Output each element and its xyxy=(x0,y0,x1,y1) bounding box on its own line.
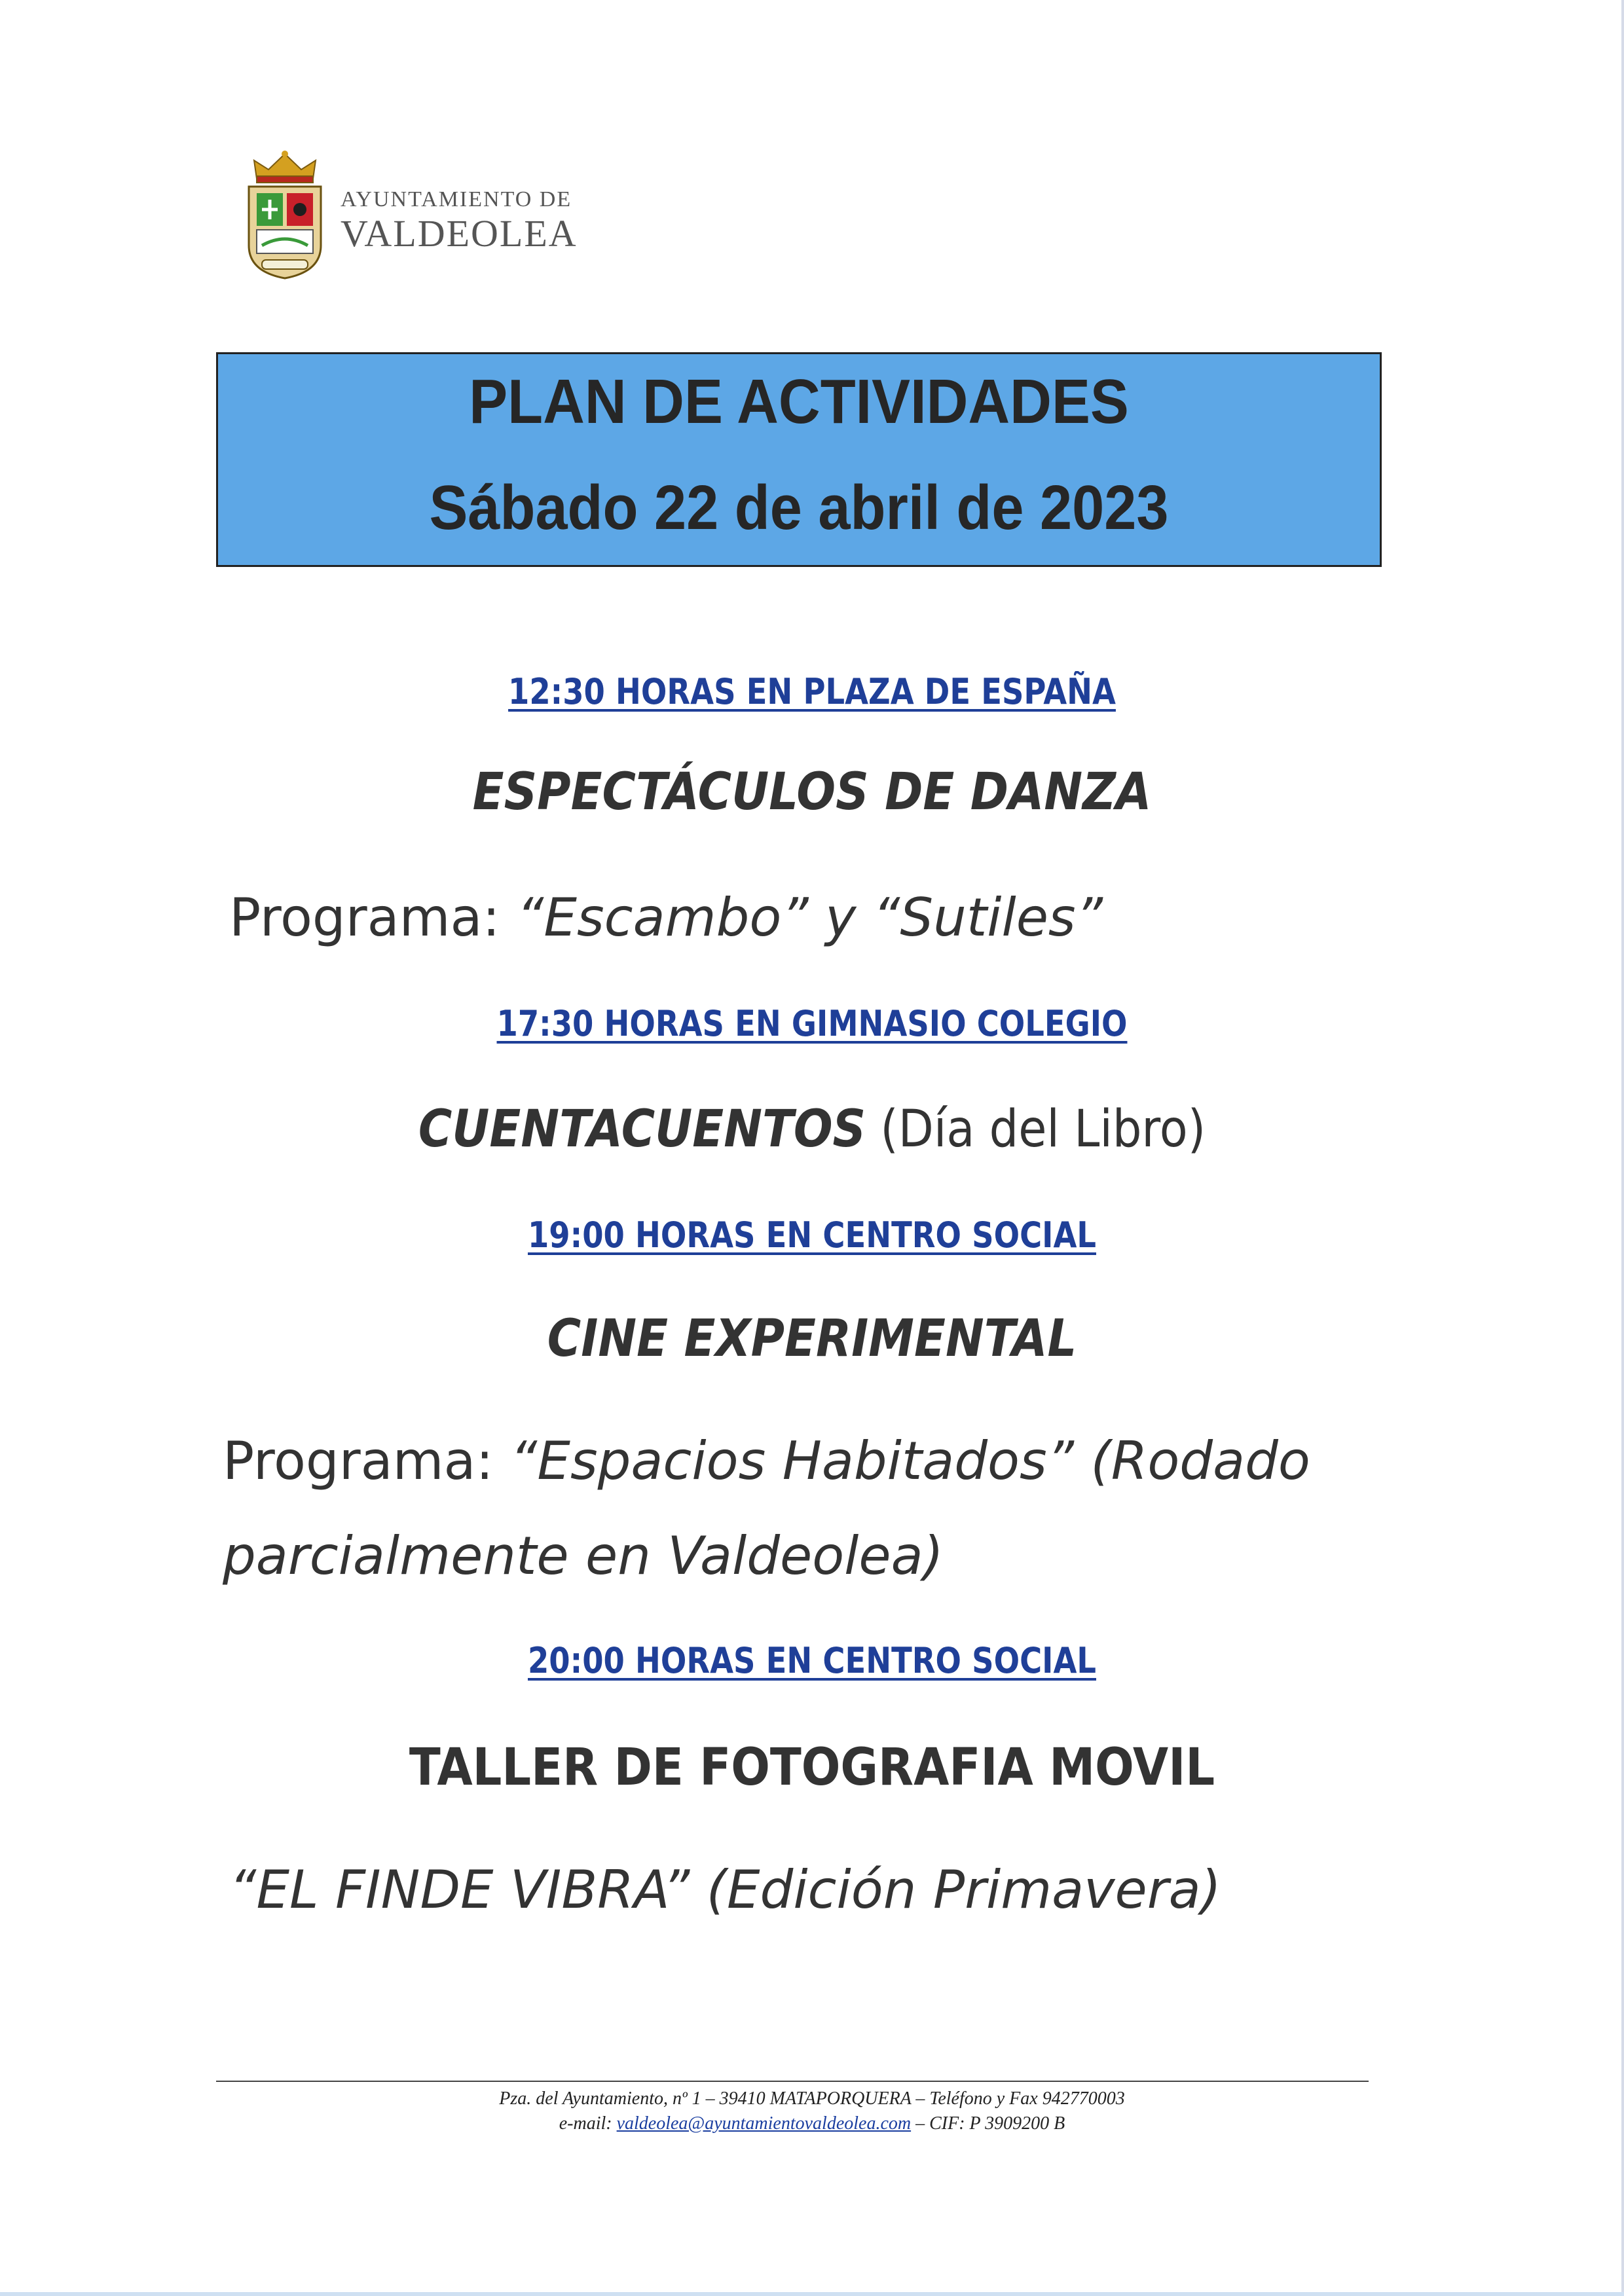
program-title: “EL FINDE VIBRA” (Edición Primavera) xyxy=(229,1859,1221,1920)
event-activity-3: CINE EXPERIMENTAL xyxy=(547,1309,1077,1368)
email-label: e-mail: xyxy=(559,2113,617,2134)
footer-divider xyxy=(216,2081,1369,2082)
logo-text xyxy=(341,187,578,255)
event-time-4: 20:00 HORAS EN CENTRO SOCIAL xyxy=(527,1640,1096,1681)
activity-extra: (Día del Libro) xyxy=(866,1100,1206,1159)
program-title: “Espacios Habitados” (Rodado xyxy=(509,1430,1310,1491)
email-link[interactable]: valdeolea@ayuntamientovaldeolea.com xyxy=(616,2113,912,2134)
event-activity-4: TALLER DE FOTOGRAFIA MOVIL xyxy=(409,1738,1215,1797)
event-program-3-line2 xyxy=(223,1525,944,1586)
scan-edge-right xyxy=(1621,0,1624,2296)
footer-address: Pza. del Ayuntamiento, nº 1 – 39410 MATAPORQUERA – Teléfono y Fax 942770003 xyxy=(499,2088,1125,2109)
activity-name: CUENTACUENTOS xyxy=(418,1100,866,1159)
scan-edge-bottom xyxy=(0,2292,1624,2296)
event-time-1: 12:30 HORAS EN PLAZA DE ESPAÑA xyxy=(508,671,1116,712)
event-time-3: 19:00 HORAS EN CENTRO SOCIAL xyxy=(527,1214,1096,1256)
event-time-2: 17:30 HORAS EN GIMNASIO COLEGIO xyxy=(496,1003,1128,1044)
program-label: Programa: xyxy=(229,887,517,948)
event-program-3 xyxy=(223,1430,1310,1491)
title-plan: PLAN DE ACTIVIDADES xyxy=(469,367,1129,437)
event-program-4 xyxy=(229,1859,1221,1920)
logo-line-ayuntamiento: AYUNTAMIENTO DE xyxy=(341,187,572,211)
title-date: Sábado 22 de abril de 2023 xyxy=(429,473,1169,543)
footer-contact xyxy=(0,2113,1624,2134)
program-label: Programa: xyxy=(223,1430,510,1491)
program-title-cont: parcialmente en Valdeolea) xyxy=(223,1525,944,1586)
coat-of-arms-icon xyxy=(242,147,327,285)
event-activity-2 xyxy=(81,1100,1543,1159)
event-program-1 xyxy=(229,887,1103,948)
program-title: “Escambo” y “Sutiles” xyxy=(516,887,1103,948)
title-box xyxy=(216,352,1382,567)
logo-line-valdeolea: VALDEOLEA xyxy=(341,212,578,255)
event-activity-1: ESPECTÁCULOS DE DANZA xyxy=(472,763,1152,822)
cif-text: – CIF: P 3909200 B xyxy=(911,2113,1065,2134)
